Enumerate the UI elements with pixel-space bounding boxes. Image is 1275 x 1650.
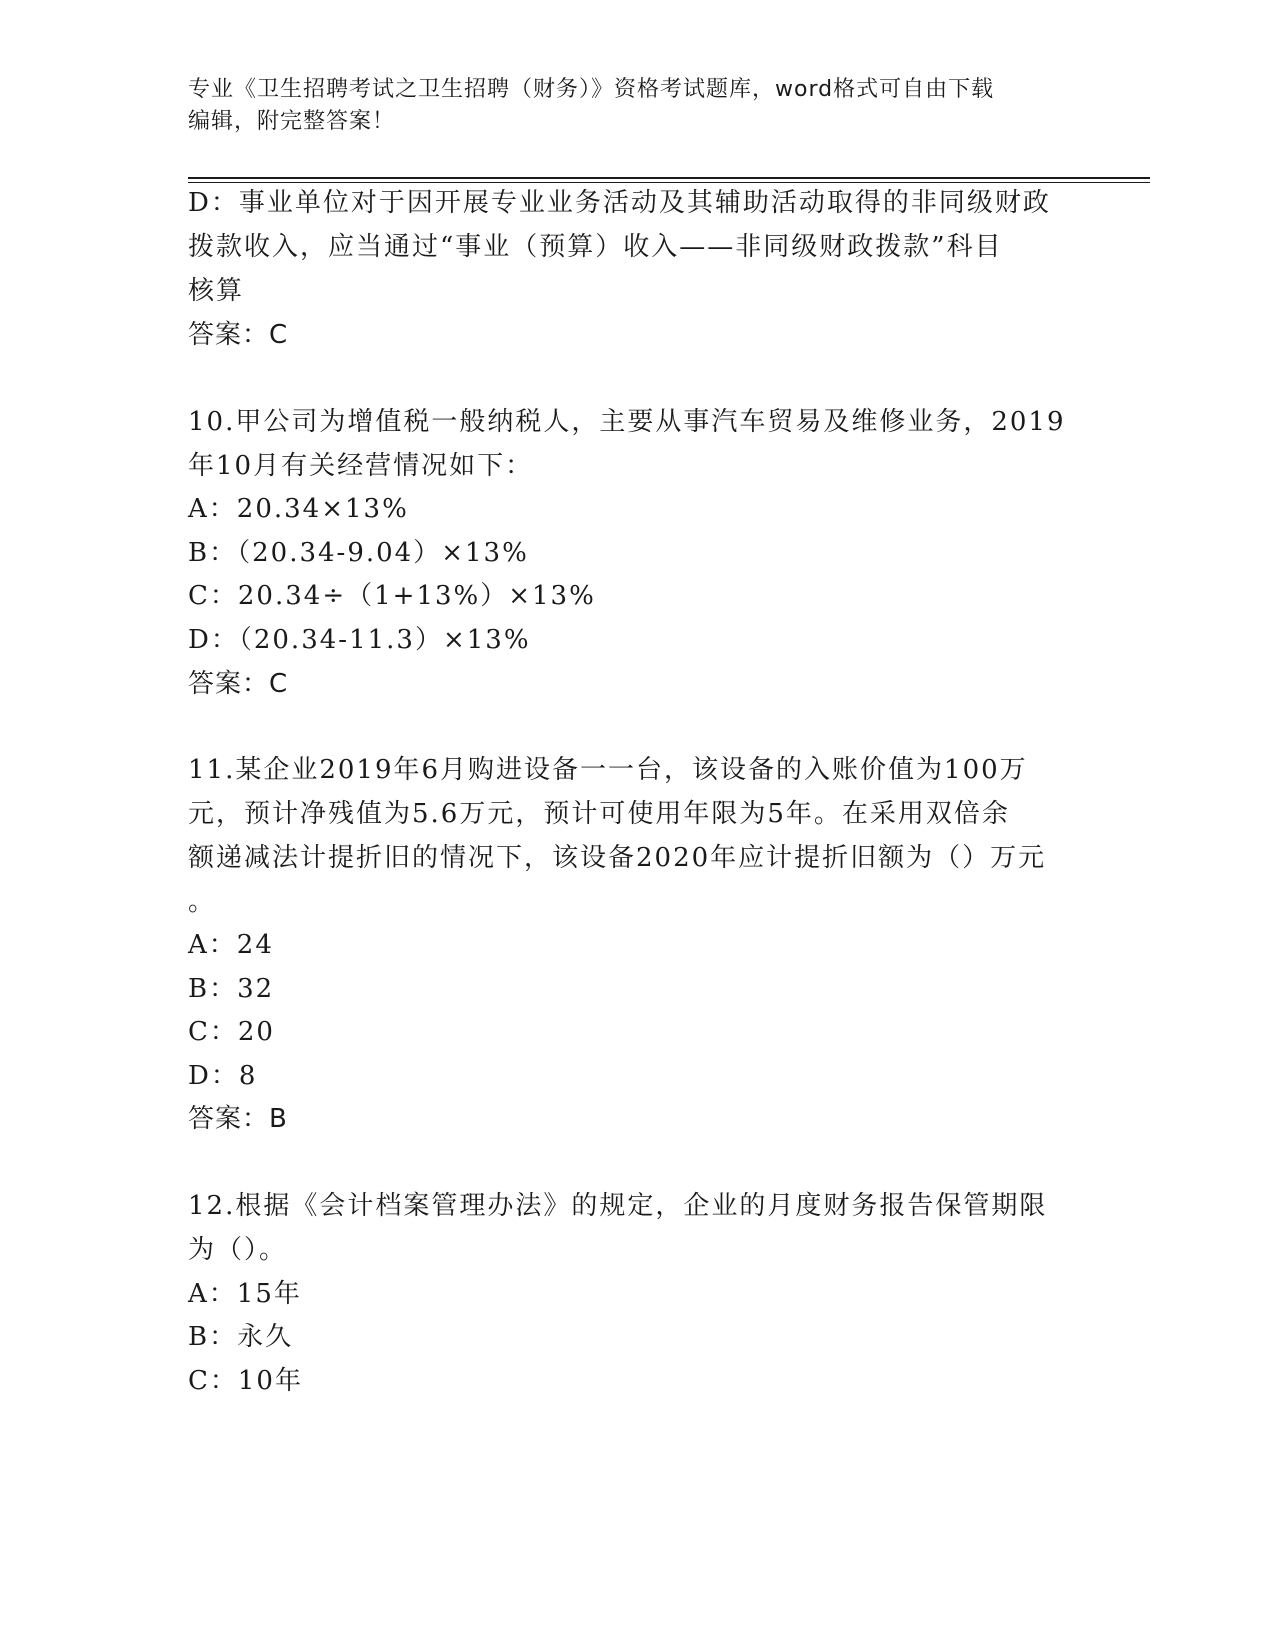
q11-stem-line-3: 额递减法计提折旧的情况下，该设备2020年应计提折旧额为（）万元 [188, 843, 1047, 873]
q11-stem-line-1: 11.某企业2019年6月购进设备一一台，该设备的入账价值为100万 [188, 755, 1028, 785]
prev-answer: 答案：C [188, 320, 289, 350]
prev-option-d-line-1: D：事业单位对于因开展专业业务活动及其辅助活动取得的非同级财政 [188, 188, 1051, 218]
q10-stem-line-2: 年10月有关经营情况如下： [188, 451, 534, 481]
document-header [188, 74, 1088, 138]
q10-option-b: B：（20.34-9.04）×13% [188, 538, 529, 568]
q11-answer: 答案：B [188, 1104, 288, 1134]
q10-stem-line-1: 10.甲公司为增值税一般纳税人，主要从事汽车贸易及维修业务，2019 [188, 407, 1066, 437]
q10-option-a: A：20.34×13% [188, 494, 409, 524]
q12-stem-line-2: 为（）。 [188, 1235, 288, 1265]
q11-option-d: D：8 [188, 1061, 258, 1091]
q10-option-c: C：20.34÷（1+13%）×13% [188, 581, 596, 611]
prev-option-d-line-2: 拨款收入，应当通过“事业（预算）收入——非同级财政拨款”科目 [188, 232, 1003, 262]
q11-option-a: A：24 [188, 930, 274, 960]
prev-option-d-line-3: 核算 [188, 276, 245, 306]
q12-option-c: C：10年 [188, 1366, 303, 1396]
q11-stem-line-4: 。 [188, 887, 217, 917]
q11-option-c: C：20 [188, 1017, 275, 1047]
q12-option-a: A：15年 [188, 1279, 302, 1309]
q11-option-b: B：32 [188, 974, 275, 1004]
header-line-1: 专业《卫生招聘考试之卫生招聘（财务）》资格考试题库，word格式可自由下载 [188, 77, 995, 102]
q11-stem-line-2: 元，预计净残值为5.6万元，预计可使用年限为5年。在采用双倍余 [188, 799, 1010, 829]
header-line-2: 编辑，附完整答案！ [188, 109, 396, 134]
q12-option-b: B：永久 [188, 1322, 294, 1352]
q10-answer: 答案：C [188, 669, 289, 699]
q12-stem-line-1: 12.根据《会计档案管理办法》的规定，企业的月度财务报告保管期限 [188, 1191, 1048, 1221]
header-divider [188, 177, 1150, 183]
q10-option-d: D：（20.34-11.3）×13% [188, 625, 531, 655]
